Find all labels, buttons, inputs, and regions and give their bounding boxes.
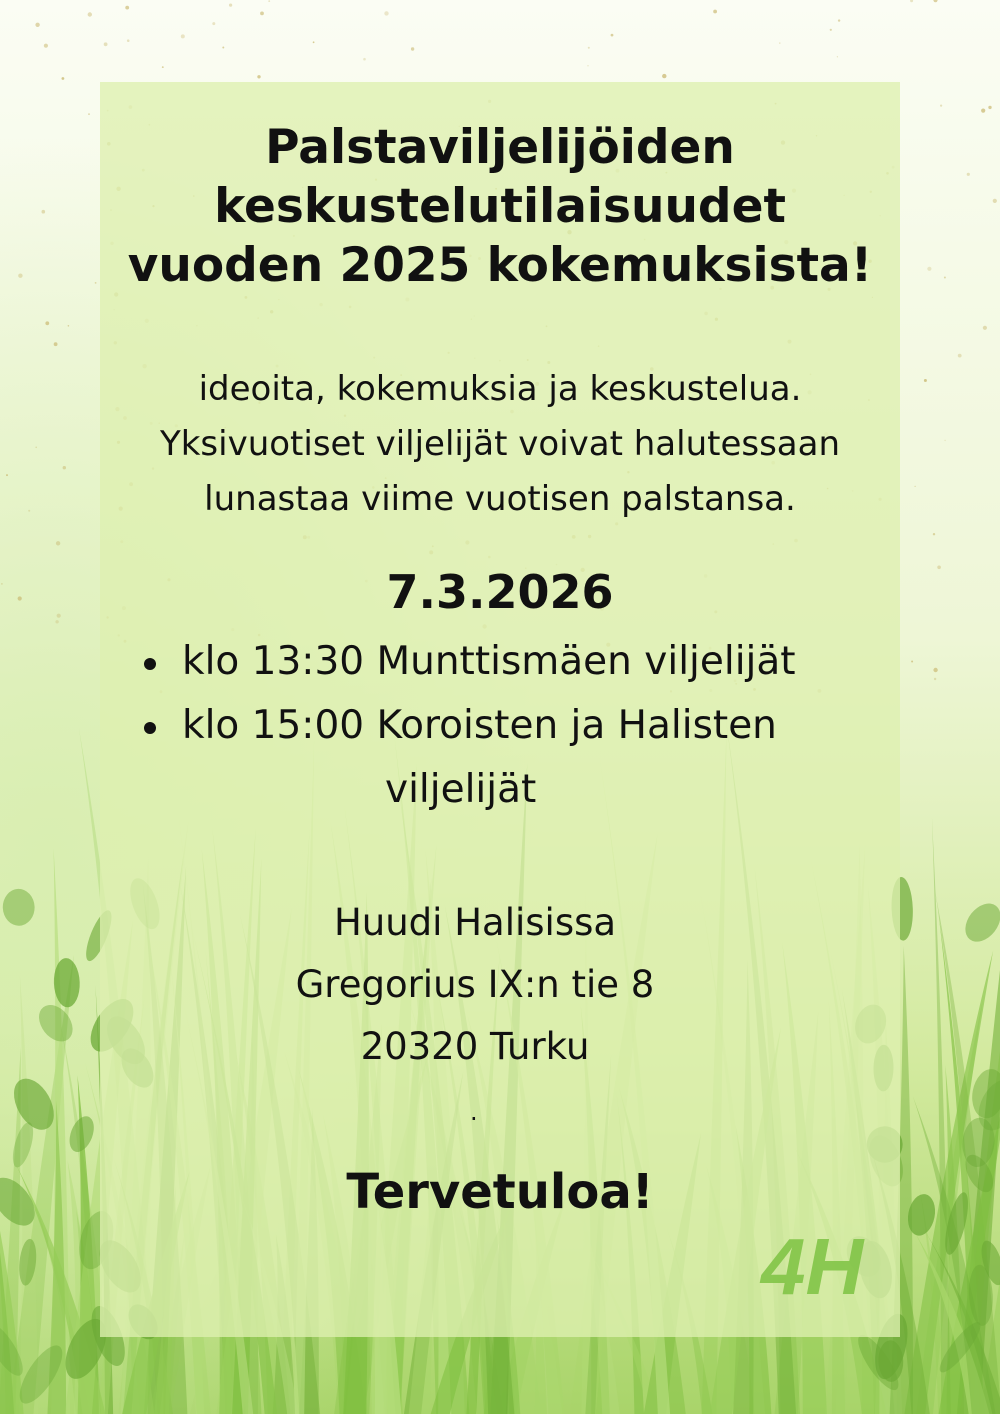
speckle (944, 440, 945, 441)
speckle (933, 533, 935, 535)
4h-logo (755, 1220, 870, 1310)
welcome-text: Tervetuloa! (346, 1164, 654, 1220)
speckle (125, 6, 129, 10)
speckle (260, 12, 264, 16)
speckle (88, 113, 90, 115)
speckle (981, 109, 985, 113)
title-line: vuoden 2025 kokemuksista! (127, 238, 873, 293)
speckle (779, 42, 780, 43)
speckle (993, 199, 997, 203)
bullet-icon (144, 658, 156, 670)
intro-line: Yksivuotiset viljelijät voivat halutessaan (159, 424, 841, 464)
speckle (212, 22, 215, 25)
speckle (54, 342, 58, 346)
speckle (45, 321, 49, 325)
speckle (35, 447, 37, 449)
speckle (95, 282, 97, 284)
logo-text: 4H (761, 1222, 864, 1310)
speckle (830, 29, 832, 31)
speckle (587, 65, 588, 66)
speckle (934, 678, 936, 680)
session-list (140, 630, 880, 822)
session-text-continuation: viljelijät (385, 767, 537, 812)
speckle (28, 510, 30, 512)
speckle (18, 596, 22, 600)
speckle (162, 66, 164, 68)
speckle (911, 661, 913, 663)
speckle (588, 47, 590, 49)
speckle (42, 210, 46, 214)
session-text: klo 13:30 Munttismäen viljelijät (182, 639, 796, 684)
address (100, 892, 850, 1078)
session-item (140, 694, 880, 758)
intro-line: ideoita, kokemuksia ja keskustelua. (198, 369, 802, 409)
speckle (127, 39, 130, 42)
speckle (229, 4, 232, 7)
speckle (57, 614, 61, 618)
intro-text (100, 362, 900, 527)
speckle (88, 12, 92, 16)
speckle (662, 74, 666, 78)
speckle (68, 325, 70, 327)
speckle (222, 47, 224, 49)
speckle (44, 44, 48, 48)
separator-dot: . (470, 1098, 478, 1126)
address-line: Huudi Halisissa (333, 901, 617, 944)
title-line: keskustelutilaisuudet (214, 179, 786, 234)
speckle (62, 77, 65, 80)
intro-line: lunastaa viime vuotisen palstansa. (204, 479, 796, 519)
speckle (927, 267, 931, 271)
speckle (35, 23, 39, 27)
speckle (988, 106, 991, 109)
speckle (915, 486, 916, 487)
speckle (713, 10, 717, 14)
event-date: 7.3.2026 (386, 565, 614, 619)
speckle (257, 75, 260, 78)
session-text: klo 15:00 Koroisten ja Halisten (182, 703, 777, 748)
speckle (611, 34, 614, 37)
speckle (55, 620, 58, 623)
speckle (838, 19, 840, 21)
speckle (268, 0, 270, 2)
speckle (63, 466, 66, 469)
speckle (983, 326, 987, 330)
speckle (924, 379, 927, 382)
speckle (958, 354, 962, 358)
speckle (6, 474, 8, 476)
speckle (411, 47, 414, 50)
speckle (967, 173, 970, 176)
speckle (933, 668, 937, 672)
speckle (837, 56, 838, 57)
speckle (18, 274, 22, 278)
address-line: 20320 Turku (360, 1025, 590, 1068)
page-title (100, 118, 900, 295)
speckle (56, 541, 60, 545)
speckle (1, 583, 3, 585)
speckle (104, 42, 108, 46)
speckle (181, 34, 185, 38)
title-line: Palstaviljelijöiden (265, 120, 735, 175)
speckle (937, 566, 941, 570)
address-line: Gregorius IX:n tie 8 (295, 963, 655, 1006)
bullet-icon (144, 722, 156, 734)
speckle (944, 277, 946, 279)
session-item (140, 630, 880, 694)
speckle (313, 41, 315, 43)
speckle (940, 105, 942, 107)
speckle (384, 11, 388, 15)
speckle (363, 58, 366, 61)
